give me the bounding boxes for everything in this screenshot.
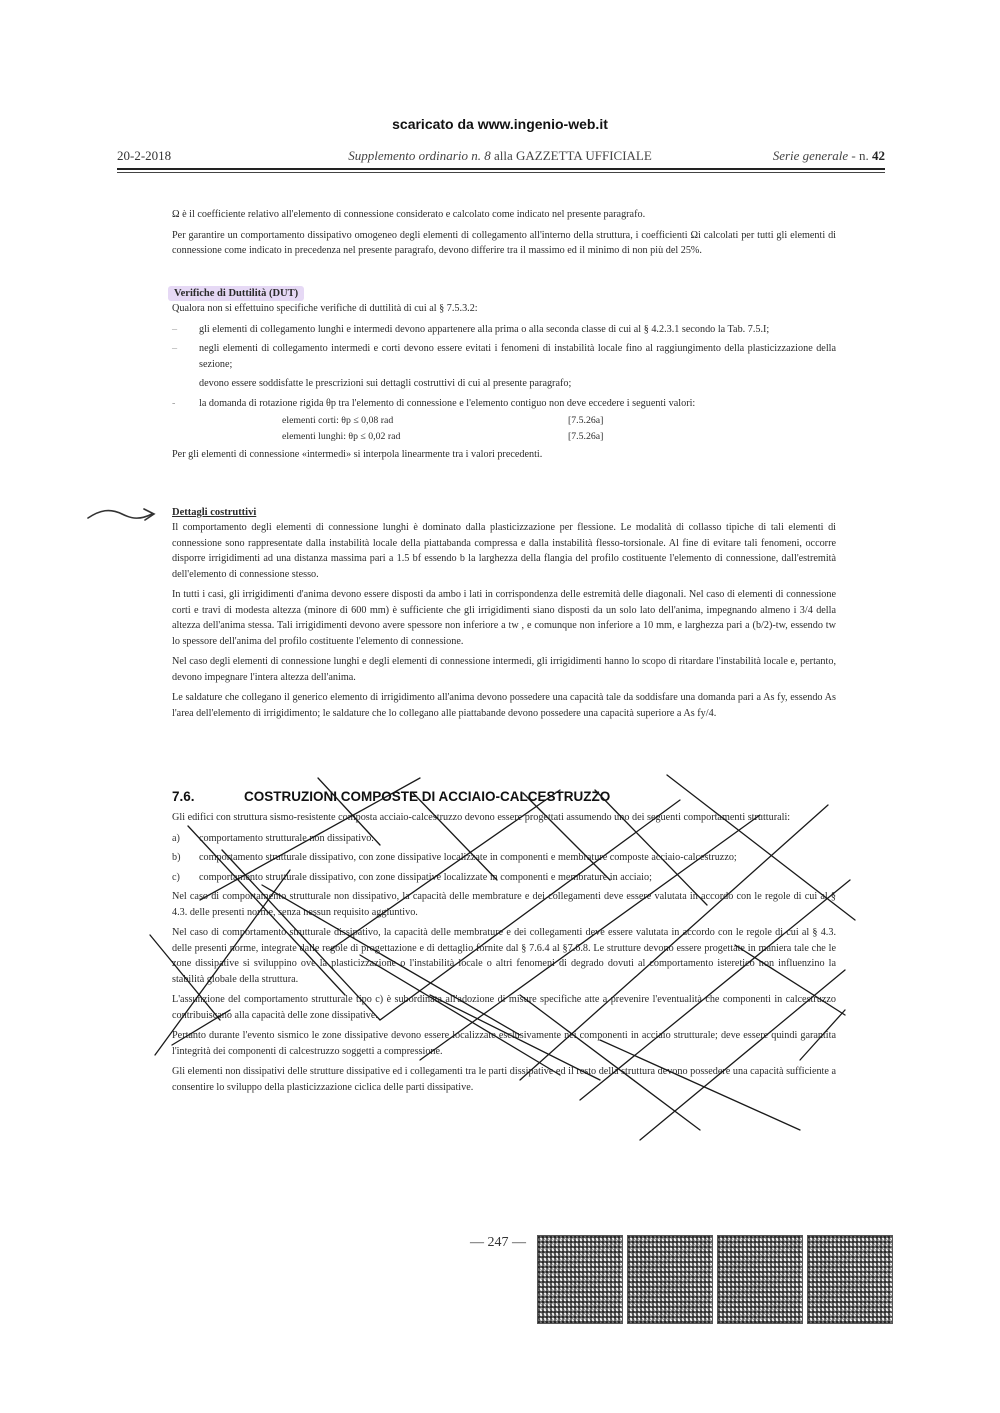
header-series-label: Serie generale: [772, 148, 849, 163]
datamatrix-code-icon: [807, 1235, 893, 1324]
details-paragraph: Nel caso degli elementi di connessione lunghi e degli elementi di connessione intermedi, gli irrigidimenti hanno lo scopo di ritardare l'instabilità locale e, pertanto, devono impegnare l'intera altezza dell'anima.: [172, 656, 836, 683]
ductility-section: [172, 288, 836, 468]
formula-long-ref: [7.5.26a]: [568, 431, 604, 442]
ductility-note: Per gli elementi di connessione «intermedi» si interpola linearmente tra i valori precedenti.: [172, 449, 543, 460]
ductility-item-text: la domanda di rotazione rigida θp tra l'elemento di connessione e l'elemento contiguo non deve eccedere i seguenti valori:: [199, 397, 696, 409]
section-intro: Gli edifici con struttura sismo-resistente composta acciaio-calcestruzzo devono essere progettati assumendo uno dei seguenti comportamenti strutturali:: [172, 812, 791, 823]
content-top: [172, 207, 836, 264]
details-paragraph: In tutti i casi, gli irrigidimenti d'anima devono essere disposti da ambo i lati in corrispondenza delle estremità delle diagonali. Nel caso di elementi di connessione corti e travi di modesta altezza (minore di 600 mm) è sufficiente che gli irrigidimenti siano disposti da un solo lato dell'anima, impegnando almeno i 3/4 della altezza dell'anima stessa. Tali irrigidimenti devono avere spessore non inferiore a tw , e comunque non inferiore a 10 mm, e larghezza pari a (b/2)-tw, essendo tw lo spessore dell'anima del profilo costituente l'elemento di connessione.: [172, 589, 836, 647]
ductility-item: - la domanda di rotazione rigida θp tra l'elemento di connessione e l'elemento contiguo non deve eccedere i seguenti valori:: [172, 397, 696, 409]
header-series: [773, 148, 885, 164]
datamatrix-code-icon: [537, 1235, 623, 1324]
formula-short: [172, 415, 836, 431]
ductility-intro: Qualora non si effettuino specifiche verifiche di duttilità di cui al § 7.5.3.2:: [172, 303, 478, 314]
section-paragraph: L'assunzione del comportamento strutturale tipo c) è subordinata all'adozione di misure specifiche atte a prevenire l'eventualità che componenti in calcestruzzo contribuiscano alla capacità delle zone dissipative.: [172, 994, 836, 1021]
page-number: — 247 —: [470, 1235, 526, 1250]
header-date: 20-2-2018: [117, 148, 172, 163]
details-heading: Dettagli costruttivi: [172, 507, 257, 518]
paragraph-omega-i: Per garantire un comportamento dissipativo omogeneo degli elementi di collegamento all'interno della struttura, i coefficienti Ωi calcolati per tutti gli elementi di connessione come indicato in precedenza nel presente paragrafo, devono differire tra il massimo ed il minimo di non più del 25%.: [172, 229, 836, 256]
watermark: scaricato da www.ingenio-web.it: [392, 116, 608, 132]
ductility-item: – negli elementi di collegamento intermedi e corti devono essere evitati i fenomeni di instabilità locale fino al raggiungimento della plasticizzazione della sezione;: [172, 343, 836, 370]
behaviour-item: a) comportamento strutturale non dissipativo.: [172, 832, 374, 844]
header-rule-thick: [117, 168, 885, 170]
ductility-heading: Verifiche di Duttilità (DUT): [168, 286, 304, 301]
header-series-n: - n.: [851, 148, 869, 163]
formula-long: [172, 431, 836, 447]
datamatrix-code-icon: [717, 1235, 803, 1324]
behaviour-item: c) comportamento strutturale dissipativo, con zone dissipative localizzate in componenti e membrature in acciaio;: [172, 871, 652, 883]
section-heading: [172, 789, 836, 804]
section-number: 7.6.: [172, 789, 195, 804]
header-gazette: alla GAZZETTA UFFICIALE: [493, 148, 652, 163]
datamatrix-codes: [537, 1235, 893, 1322]
section-paragraph: Nel caso di comportamento strutturale dissipativo, la capacità delle membrature e dei collegamenti deve essere valutata in accordo con le regole di cui al § 4.3. delle presenti norme, integrate dalle regole di progettazione e di dettaglio fornite dal § 7.6.4 al §7.6.8. Le strutture devono essere progettate in maniera tale che le zone dissipative si sviluppino ove la plasticizzazione o l'instabilità locale o altri fenomeni di degrado dovuti al comportamento isteretico non influenzino la stabilità globale della struttura.: [172, 927, 836, 985]
arrow-annotation-icon: [88, 509, 154, 520]
paragraph-omega: Ω è il coefficiente relativo all'elemento di connessione considerato e calcolato come indicato nel presente paragrafo.: [172, 209, 646, 220]
header-series-number: 42: [872, 148, 885, 163]
details-paragraph: Le saldature che collegano il generico elemento di irrigidimento all'anima devono possedere una capacità tale da soddisfare una domanda pari a As fy, essendo As l'area dell'elemento di irrigidimento; le saldature che lo collegano alle piattabande devono possedere una capacità superiore a As fy/4.: [172, 692, 836, 719]
ductility-item: [172, 376, 836, 392]
ductility-item-text: gli elementi di collegamento lunghi e intermedi devono appartenere alla prima o alla seconda classe di cui al § 4.2.3.1 secondo la Tab. 7.5.I;: [199, 323, 770, 335]
section-title: COSTRUZIONI COMPOSTE DI ACCIAIO-CALCESTRUZZO: [244, 789, 611, 804]
section-paragraph: Nel caso di comportamento strutturale non dissipativo, la capacità delle membrature e dei collegamenti deve essere valutata in accordo con le regole di cui al § 4.3. delle presenti norme, senza nessun requisito aggiuntivo.: [172, 891, 836, 918]
ductility-item: – gli elementi di collegamento lunghi e intermedi devono appartenere alla prima o alla seconda classe di cui al § 4.2.3.1 secondo la Tab. 7.5.I;: [172, 323, 770, 335]
details-paragraph: Il comportamento degli elementi di connessione lunghi è dominato dalla plasticizzazione per flessione. Le modalità di collasso tipiche di tali elementi di connessione sono rappresentate dalla instabilità locale della piattabanda compressa e dalla instabilità flesso-torsionale. Al fine di evitare tali fenomeni, occorre disporre irrigidimenti ad una distanza massima pari a 1.5 bf essendo b la larghezza della flangia del profilo costituente l'elemento di connessione, dall'estremità dell'elemento di connessione stesso.: [172, 522, 836, 580]
behaviour-item: b) comportamento strutturale dissipativo, con zone dissipative localizzate in componenti e membrature composte acciaio-calcestruzzo;: [172, 852, 737, 863]
formula-short-expr: elementi corti: θp ≤ 0,08 rad: [282, 415, 394, 426]
details-section: [172, 507, 836, 726]
ductility-item-text: negli elementi di collegamento intermedi e corti devono essere evitati i fenomeni di instabilità locale fino al raggiungimento della plasticizzazione della sezione;: [199, 343, 836, 370]
ductility-item-text: devono essere soddisfatte le prescrizioni sui dettagli costruttivi di cui al presente paragrafo;: [199, 378, 572, 389]
formula-long-expr: elementi lunghi: θp ≤ 0,02 rad: [282, 431, 401, 442]
section-paragraph: Gli elementi non dissipativi delle strutture dissipative ed i collegamenti tra le parti dissipative ed il resto della struttura devono possedere una capacità sufficiente a consentire lo sviluppo della plasticizzazione ciclica delle parti dissipative.: [172, 1066, 836, 1093]
header-rule-thin: [117, 172, 885, 173]
header-supplement: Supplemento ordinario n. 8: [348, 148, 491, 163]
section-7-6: [172, 789, 836, 1100]
formula-short-ref: [7.5.26a]: [568, 415, 604, 426]
section-paragraph: Pertanto durante l'evento sismico le zone dissipative devono essere localizzate esclusivamente nei componenti in acciaio strutturale; deve essere quindi garantita l'integrità dei componenti di calcestruzzo soggetti a compressione.: [172, 1030, 836, 1057]
datamatrix-code-icon: [627, 1235, 713, 1324]
